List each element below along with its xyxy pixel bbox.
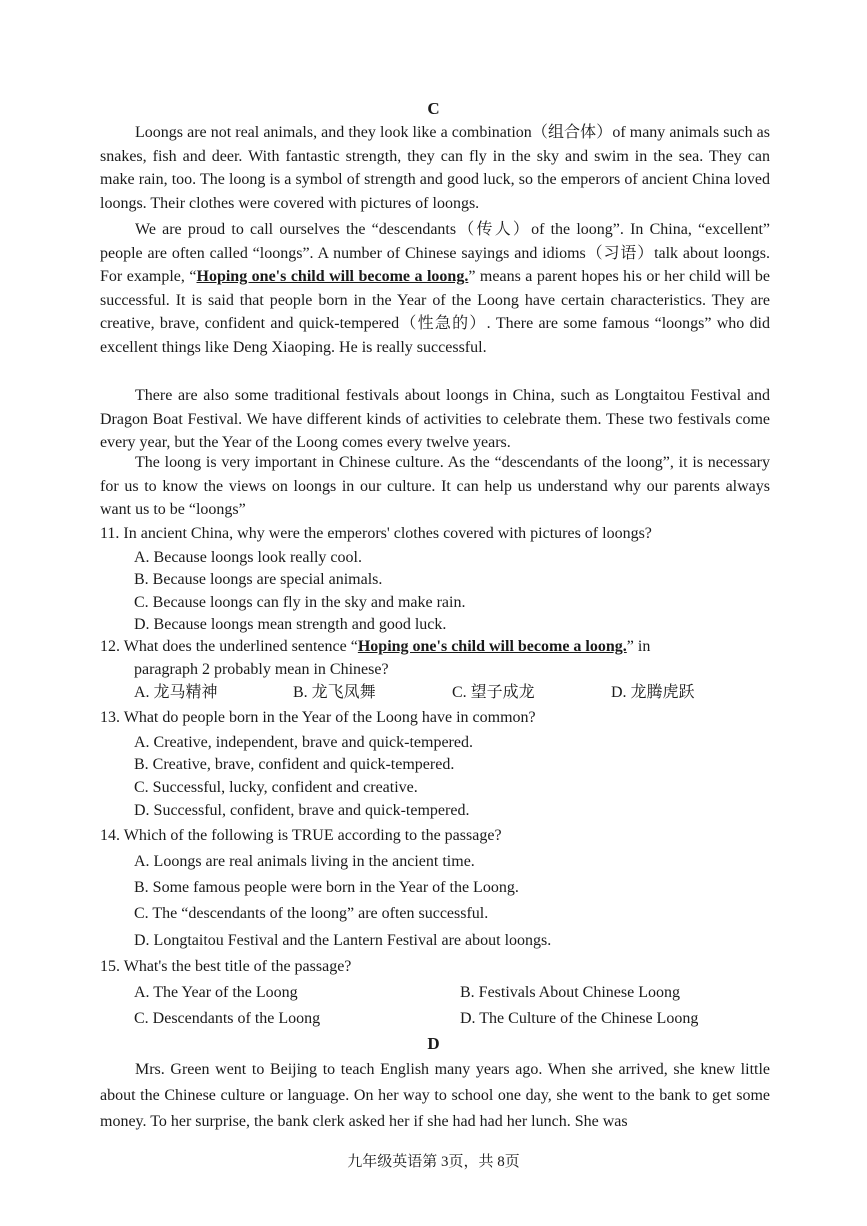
passage-d-paragraph-1: Mrs. Green went to Beijing to teach English many years ago. When she arrived, she knew little about the Chinese culture or language. On her way to school one day, she went to the bank to get some money. To her surprise, the bank clerk asked her if she had had her lunch. She was xyxy=(100,1061,770,1130)
passage-c-paragraph-3: There are also some traditional festivals about loongs in China, such as Longtaitou Festival and Dragon Boat Festival. We have different kinds of activities to celebrate them. These two festivals come every year, but the Year of the Loong comes every twelve years. xyxy=(100,387,770,452)
question-12-option-b: B. 龙飞凤舞 xyxy=(293,684,376,701)
question-11-option-c: C. Because loongs can fly in the sky and make rain. xyxy=(134,594,466,611)
question-14-option-b: B. Some famous people were born in the Year of the Loong. xyxy=(134,879,519,896)
question-15-option-d: D. The Culture of the Chinese Loong xyxy=(460,1010,699,1027)
question-14-option-d: D. Longtaitou Festival and the Lantern Festival are about loongs. xyxy=(134,932,552,949)
question-15-stem: 15. What's the best title of the passage? xyxy=(100,958,352,975)
question-12-option-c: C. 望子成龙 xyxy=(452,684,535,701)
page-footer: 九年级英语第 3页，共 8页 xyxy=(347,1154,520,1170)
question-11-option-b: B. Because loongs are special animals. xyxy=(134,571,383,588)
question-13-option-a: A. Creative, independent, brave and quick-tempered. xyxy=(134,734,473,751)
passage-c-paragraph-1: Loongs are not real animals, and they look like a combination（组合体）of many animals such as snakes, fish and deer. With fantastic strength, they can fly in the sky and swim in the sea. They can make rain, too. The loong is a symbol of strength and good luck, so the emperors of ancient China loved loongs. Their clothes were covered with pictures of loongs. xyxy=(100,124,770,212)
question-12-option-d: D. 龙腾虎跃 xyxy=(611,684,695,701)
question-14-option-c: C. The “descendants of the loong” are often successful. xyxy=(134,905,489,922)
passage-c-paragraph-4: The loong is very important in Chinese culture. As the “descendants of the loong”, it is necessary for us to know the views on loongs in our culture. It can help us understand why our parents always want us to be “loongs” xyxy=(100,454,770,519)
question-14-option-a: A. Loongs are real animals living in the ancient time. xyxy=(134,853,475,870)
section-d-title: D xyxy=(427,1034,440,1053)
underlined-sentence: Hoping one's child will become a loong. xyxy=(196,268,469,286)
question-12-stem-line-2: paragraph 2 probably mean in Chinese? xyxy=(134,661,389,678)
question-13-option-d: D. Successful, confident, brave and quick-tempered. xyxy=(134,802,470,819)
question-15-option-c: C. Descendants of the Loong xyxy=(134,1010,321,1027)
question-15-option-b: B. Festivals About Chinese Loong xyxy=(460,984,680,1001)
question-15-option-a: A. The Year of the Loong xyxy=(134,984,298,1001)
question-12-stem: 12. What does the underlined sentence “Hoping one's child will become a loong.” in xyxy=(100,638,651,655)
question-13-stem: 13. What do people born in the Year of the Loong have in common? xyxy=(100,709,536,726)
question-11-stem: 11. In ancient China, why were the emperors' clothes covered with pictures of loongs? xyxy=(100,525,652,542)
question-13-option-c: C. Successful, lucky, confident and creative. xyxy=(134,779,418,796)
passage-c-paragraph-2: We are proud to call ourselves the “descendants（传人）of the loong”. In China, “excellent” people are often called “loongs”. A number of Chinese sayings and idioms（习语）talk about loongs. For example, “Hoping one's child will become a loong.” means a parent hopes his or her child will be successful. It is said that people born in the Year of the Loong have certain characteristics. They are creative, brave, confident and quick-tempered（性急的）. There are some famous “loongs” who did excellent things like Deng Xiaoping. He is really successful. xyxy=(100,221,771,356)
question-12-option-a: A. 龙马精神 xyxy=(134,684,218,701)
question-11-option-a: A. Because loongs look really cool. xyxy=(134,549,362,566)
question-11-option-d: D. Because loongs mean strength and good luck. xyxy=(134,616,447,633)
question-12-underlined: Hoping one's child will become a loong. xyxy=(357,638,627,655)
question-14-stem: 14. Which of the following is TRUE according to the passage? xyxy=(100,827,502,844)
question-13-option-b: B. Creative, brave, confident and quick-tempered. xyxy=(134,756,455,773)
section-c-title: C xyxy=(427,99,440,118)
